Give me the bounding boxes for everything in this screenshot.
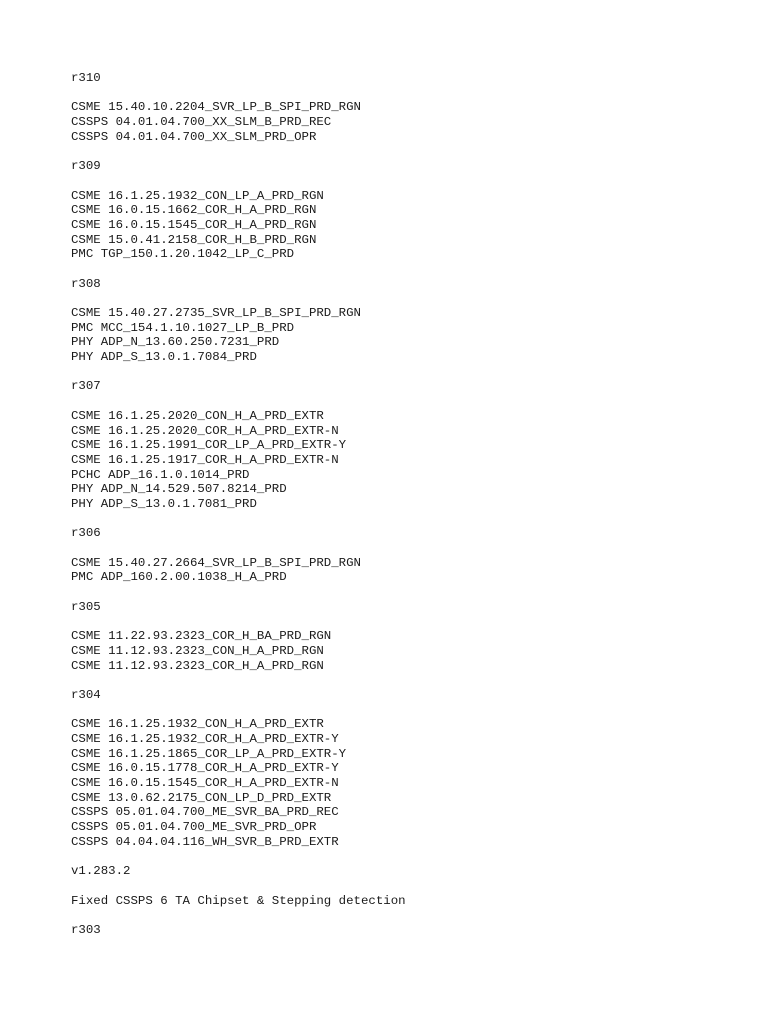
release-entry: PMC ADP_160.2.00.1038_H_A_PRD	[71, 570, 287, 585]
changelog-section	[71, 923, 768, 938]
release-entry: CSME 16.1.25.2020_COR_H_A_PRD_EXTR-N	[71, 423, 339, 438]
section-gap	[71, 673, 768, 688]
release-entry: CSME 15.0.41.2158_COR_H_B_PRD_RGN	[71, 232, 317, 247]
section-gap	[71, 144, 768, 159]
release-entries	[71, 556, 768, 585]
release-heading: r303	[71, 922, 101, 937]
release-entry: CSME 16.1.25.1991_COR_LP_A_PRD_EXTR-Y	[71, 438, 347, 453]
release-entry: CSME 16.1.25.1917_COR_H_A_PRD_EXTR-N	[71, 452, 339, 467]
release-entry: CSME 16.1.25.1932_COR_H_A_PRD_EXTR-Y	[71, 731, 339, 746]
release-entry: CSSPS 04.04.04.116_WH_SVR_B_PRD_EXTR	[71, 834, 339, 849]
release-entry: CSME 15.40.27.2664_SVR_LP_B_SPI_PRD_RGN	[71, 555, 361, 570]
release-entries	[71, 100, 768, 144]
release-entry: CSME 16.0.15.1545_COR_H_A_PRD_RGN	[71, 217, 317, 232]
changelog-section	[71, 864, 768, 908]
release-entry: CSME 16.1.25.1865_COR_LP_A_PRD_EXTR-Y	[71, 746, 347, 761]
release-entry: CSME 16.1.25.1932_CON_H_A_PRD_EXTR	[71, 717, 324, 732]
section-gap	[71, 512, 768, 527]
release-heading: r308	[71, 276, 101, 291]
release-entries	[71, 409, 768, 512]
release-entry: CSME 16.0.15.1662_COR_H_A_PRD_RGN	[71, 203, 317, 218]
release-heading: r306	[71, 526, 101, 541]
release-heading: r307	[71, 379, 101, 394]
changelog-section	[71, 526, 768, 585]
changelog-document	[71, 71, 768, 938]
changelog-section	[71, 379, 768, 511]
release-entry: CSSPS 05.01.04.700_ME_SVR_PRD_OPR	[71, 820, 317, 835]
release-entry: PMC MCC_154.1.10.1027_LP_B_PRD	[71, 320, 295, 335]
release-entry: PHY ADP_S_13.0.1.7084_PRD	[71, 350, 257, 365]
release-entry: CSME 16.0.15.1545_COR_H_A_PRD_EXTR-N	[71, 776, 339, 790]
release-entry: PMC TGP_150.1.20.1042_LP_C_PRD	[71, 247, 295, 262]
release-heading: r309	[71, 159, 101, 174]
changelog-section	[71, 71, 768, 144]
changelog-section	[71, 688, 768, 850]
section-gap	[71, 908, 768, 923]
release-entries	[71, 717, 768, 849]
changelog-section	[71, 600, 768, 673]
release-entry: CSME 15.40.27.2735_SVR_LP_B_SPI_PRD_RGN	[71, 306, 361, 320]
release-entry: CSME 16.1.25.1932_CON_LP_A_PRD_RGN	[71, 188, 324, 203]
changelog-section	[71, 277, 768, 365]
changelog-section	[71, 159, 768, 262]
release-entry: Fixed CSSPS 6 TA Chipset & Stepping detection	[71, 893, 406, 908]
release-entry: PHY ADP_N_13.60.250.7231_PRD	[71, 335, 280, 350]
release-heading: r304	[71, 687, 101, 702]
release-entries	[71, 894, 768, 909]
release-entry: CSSPS 04.01.04.700_XX_SLM_B_PRD_REC	[71, 115, 332, 130]
section-gap	[71, 262, 768, 277]
release-entry: PCHC ADP_16.1.0.1014_PRD	[71, 467, 250, 482]
release-entry: CSSPS 05.01.04.700_ME_SVR_BA_PRD_REC	[71, 805, 339, 820]
release-entry: PHY ADP_S_13.0.1.7081_PRD	[71, 496, 257, 511]
release-heading: r305	[71, 599, 101, 614]
release-entry: PHY ADP_N_14.529.507.8214_PRD	[71, 482, 287, 497]
release-entry: CSSPS 04.01.04.700_XX_SLM_PRD_OPR	[71, 129, 317, 144]
release-entry: CSME 15.40.10.2204_SVR_LP_B_SPI_PRD_RGN	[71, 100, 361, 115]
release-entry: CSME 11.12.93.2323_CON_H_A_PRD_RGN	[71, 643, 324, 658]
release-entries	[71, 629, 768, 673]
release-entries	[71, 189, 768, 262]
section-gap	[71, 365, 768, 380]
release-entry: CSME 16.0.15.1778_COR_H_A_PRD_EXTR-Y	[71, 761, 339, 776]
release-heading: v1.283.2	[71, 864, 131, 879]
release-heading: r310	[71, 71, 101, 85]
release-entries	[71, 306, 768, 365]
section-gap	[71, 849, 768, 864]
release-entry: CSME 13.0.62.2175_CON_LP_D_PRD_EXTR	[71, 790, 332, 805]
release-entry: CSME 16.1.25.2020_CON_H_A_PRD_EXTR	[71, 408, 324, 423]
section-gap	[71, 585, 768, 600]
release-entry: CSME 11.22.93.2323_COR_H_BA_PRD_RGN	[71, 629, 332, 644]
release-entry: CSME 11.12.93.2323_COR_H_A_PRD_RGN	[71, 658, 324, 673]
